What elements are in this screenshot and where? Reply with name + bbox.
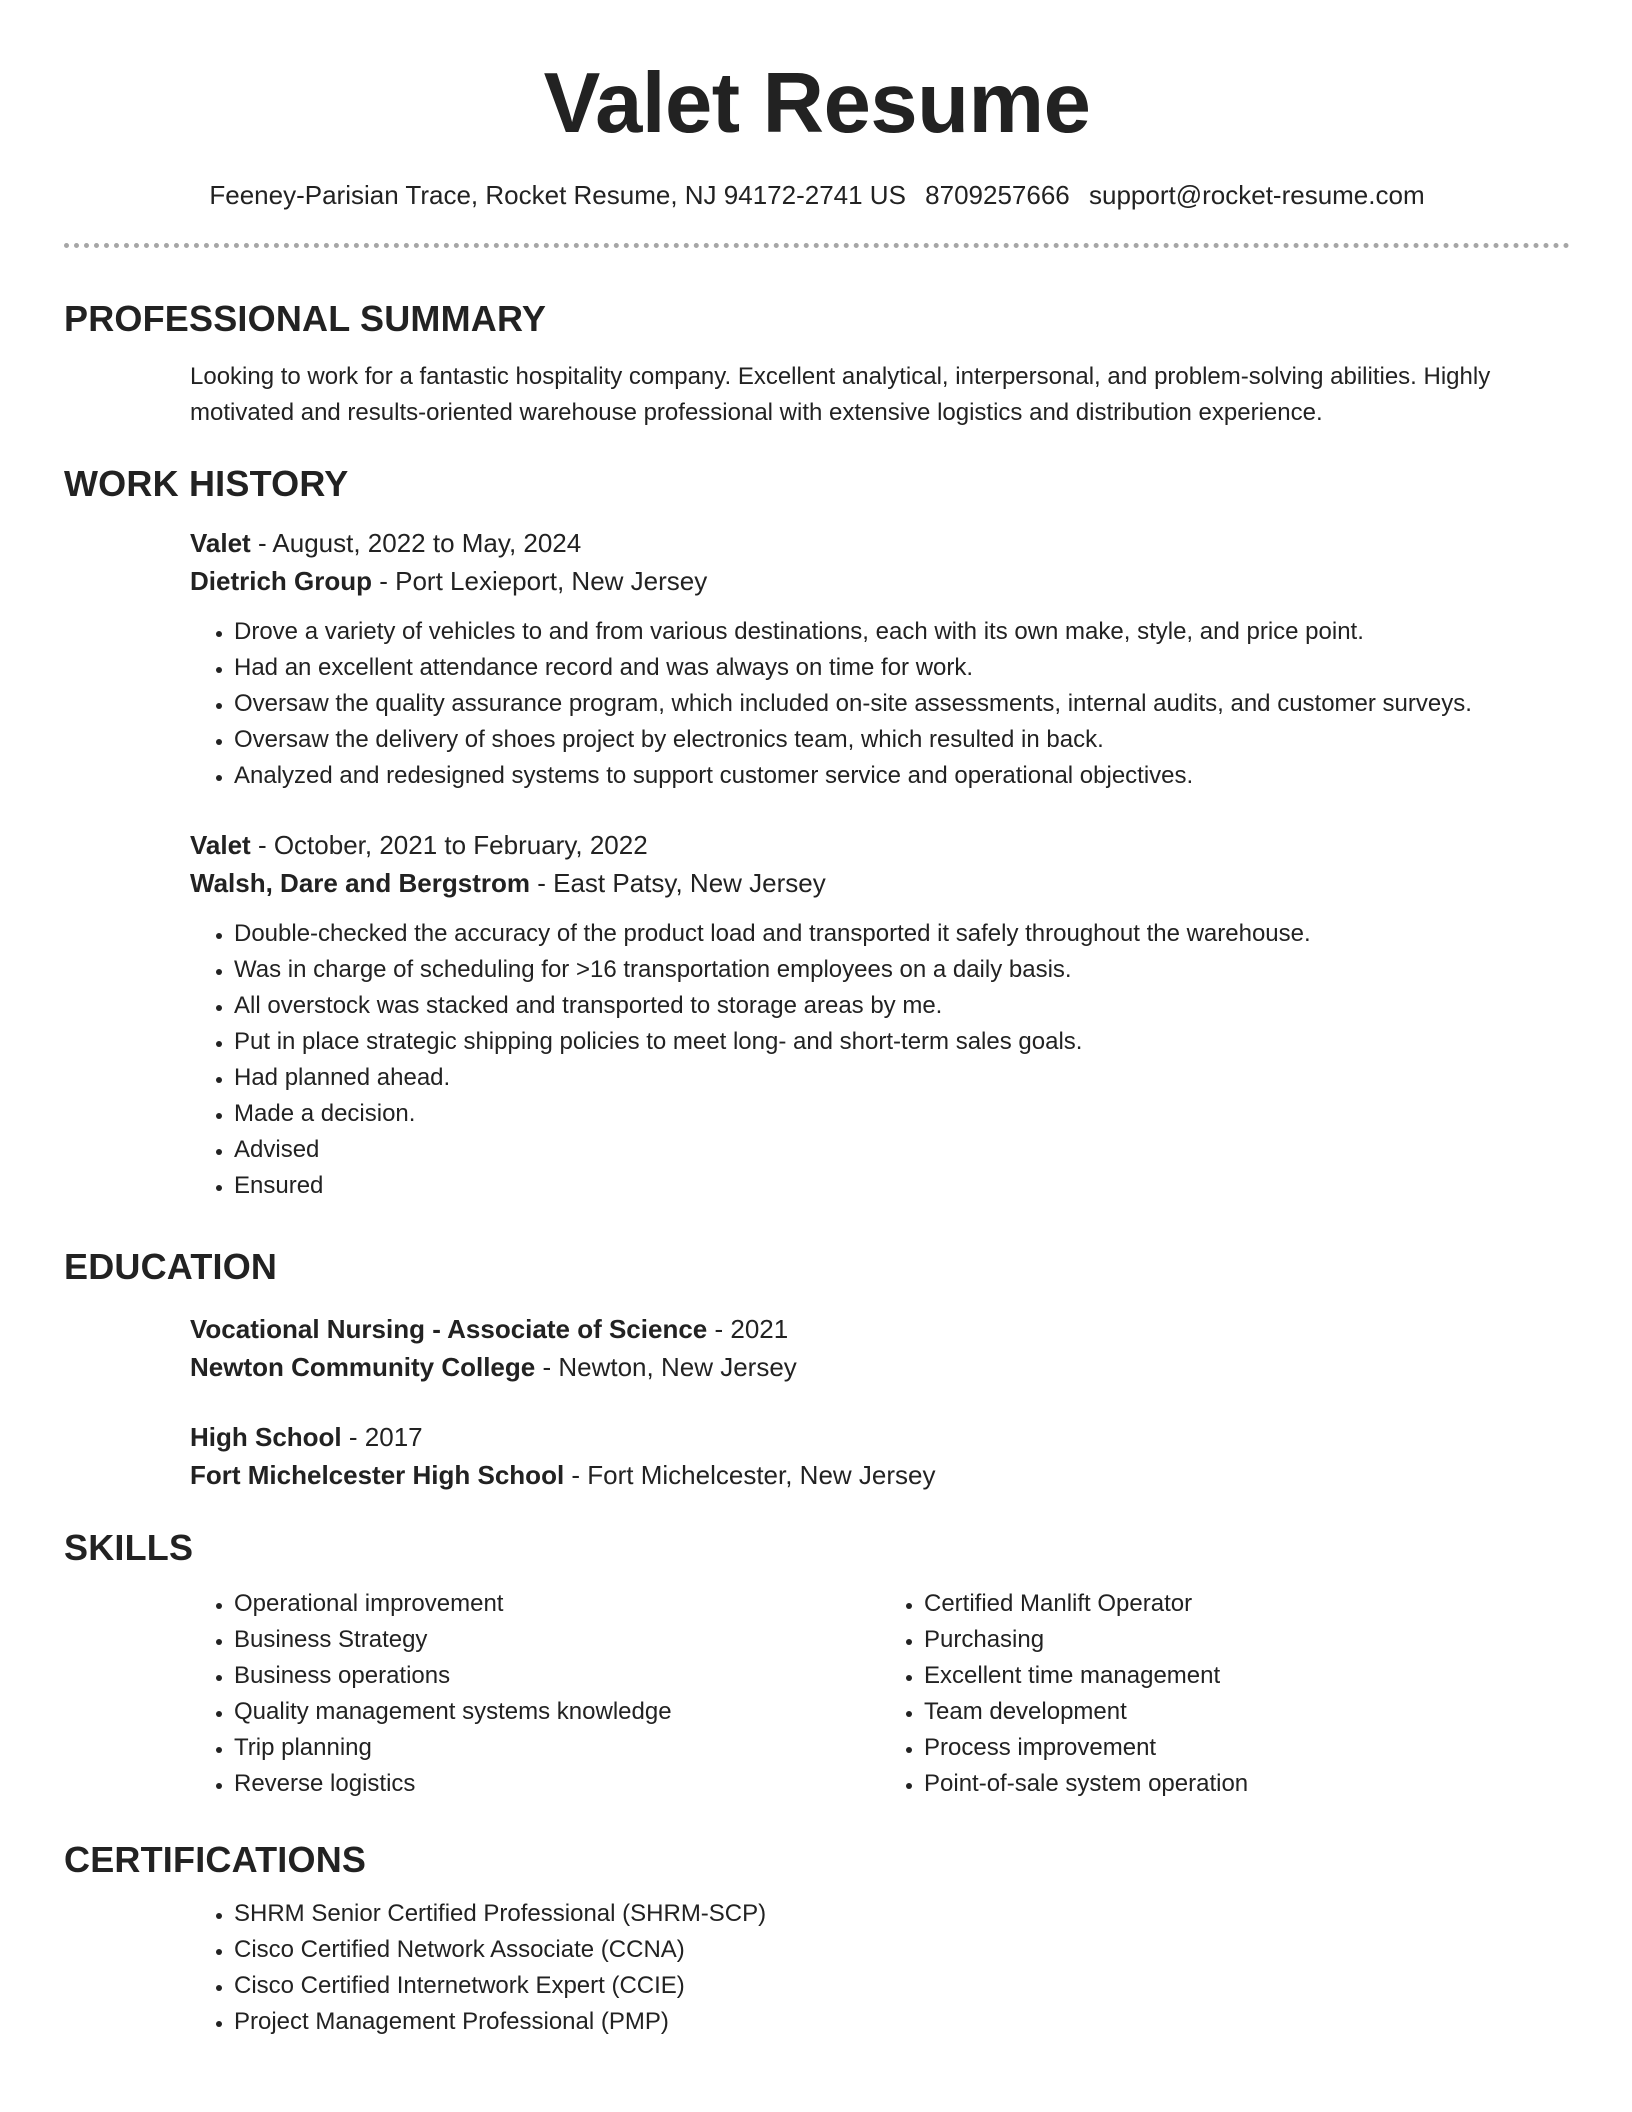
certification-item: • Cisco Certified Network Associate (CCNA) (234, 1932, 1570, 1968)
job-bullet: • Made a decision. (234, 1096, 1570, 1132)
skill-item: • Point-of-sale system operation (924, 1766, 1570, 1802)
job-bullet: • Double-checked the accuracy of the product load and transported it safely throughout the warehouse. (234, 916, 1570, 952)
certification-item: • Project Management Professional (PMP) (234, 2004, 1570, 2040)
education-location: - Fort Michelcester, New Jersey (564, 1460, 936, 1490)
job-bullet: • Had an excellent attendance record and was always on time for work. (234, 650, 1570, 686)
job-company-line (190, 562, 1570, 600)
education-school-line (190, 1456, 1570, 1494)
skill-item: • Business Strategy (234, 1622, 880, 1658)
job-bullet: • Oversaw the delivery of shoes project by electronics team, which resulted in back. (234, 722, 1570, 758)
job-bullet: • All overstock was stacked and transported to storage areas by me. (234, 988, 1570, 1024)
skill-item: • Excellent time management (924, 1658, 1570, 1694)
job-role: Valet (190, 528, 251, 558)
education-entry (190, 1310, 1570, 1386)
summary-text: Looking to work for a fantastic hospitality company. Excellent analytical, interpersonal, and problem-solving abilities. Highly motivated and results-oriented warehouse professional with extensive logistics and distribution experience. (190, 363, 1491, 426)
job-location: - Port Lexieport, New Jersey (372, 566, 708, 596)
job-bullets (190, 614, 1570, 794)
skill-item: • Process improvement (924, 1730, 1570, 1766)
education-location: - Newton, New Jersey (535, 1352, 797, 1382)
job-bullet: • Had planned ahead. (234, 1060, 1570, 1096)
education-year: - 2017 (341, 1422, 423, 1452)
skill-item: • Certified Manlift Operator (924, 1586, 1570, 1622)
contact-email: support@rocket-resume.com (1089, 180, 1425, 210)
skill-item: • Trip planning (234, 1730, 880, 1766)
job-entry (190, 524, 1570, 794)
section-title-summary: PROFESSIONAL SUMMARY (64, 298, 547, 339)
section-title-education: EDUCATION (64, 1246, 278, 1287)
job-bullet: • Put in place strategic shipping policies to meet long- and short-term sales goals. (234, 1024, 1570, 1060)
job-title-line (190, 524, 1570, 562)
education-degree-line (190, 1418, 1570, 1456)
skills-columns (190, 1572, 1570, 1802)
job-entry (190, 826, 1570, 1204)
education-degree: Vocational Nursing - Associate of Science (190, 1314, 708, 1344)
skill-item: • Team development (924, 1694, 1570, 1730)
summary-section (64, 297, 1570, 431)
certifications-section (64, 1838, 1570, 2040)
job-company: Dietrich Group (190, 566, 373, 596)
job-dates: - August, 2022 to May, 2024 (250, 528, 582, 558)
job-bullet: • Analyzed and redesigned systems to support customer service and operational objectives. (234, 758, 1570, 794)
certifications-list (190, 1896, 1570, 2040)
skill-item: • Business operations (234, 1658, 880, 1694)
skill-item: • Reverse logistics (234, 1766, 880, 1802)
certifications-list-wrap (190, 1896, 1570, 2040)
job-role: Valet (190, 830, 251, 860)
job-company: Walsh, Dare and Bergstrom (190, 868, 531, 898)
education-section (64, 1245, 1570, 1494)
job-bullet: • Advised (234, 1132, 1570, 1168)
skill-item: • Quality management systems knowledge (234, 1694, 880, 1730)
job-bullet: • Drove a variety of vehicles to and from various destinations, each with its own make, style, and price point. (234, 614, 1570, 650)
skills-list-right (880, 1586, 1570, 1802)
education-year: - 2021 (707, 1314, 789, 1344)
job-title-line (190, 826, 1570, 864)
work-history-section (64, 462, 1570, 1204)
job-bullets (190, 916, 1570, 1204)
resume-page (64, 0, 1570, 2035)
skill-item: • Operational improvement (234, 1586, 880, 1622)
education-school: Newton Community College (190, 1352, 536, 1382)
header-divider (64, 243, 1570, 248)
resume-header (64, 56, 1570, 248)
education-school: Fort Michelcester High School (190, 1460, 565, 1490)
job-dates: - October, 2021 to February, 2022 (250, 830, 648, 860)
certification-item: • Cisco Certified Internetwork Expert (CCIE) (234, 1968, 1570, 2004)
job-company-line (190, 864, 1570, 902)
certification-item: • SHRM Senior Certified Professional (SHRM-SCP) (234, 1896, 1570, 1932)
contact-address: Feeney-Parisian Trace, Rocket Resume, NJ 94172-2741 US (209, 180, 906, 210)
education-degree: High School (190, 1422, 342, 1452)
section-title-certifications: CERTIFICATIONS (64, 1839, 367, 1880)
education-school-line (190, 1348, 1570, 1386)
section-title-skills: SKILLS (64, 1527, 194, 1568)
contact-phone: 8709257666 (925, 180, 1070, 210)
skills-section (64, 1526, 1570, 1802)
job-location: - East Patsy, New Jersey (530, 868, 826, 898)
skills-list-left (190, 1586, 880, 1802)
resume-name: Valet Resume (543, 56, 1091, 151)
skill-item: • Purchasing (924, 1622, 1570, 1658)
education-degree-line (190, 1310, 1570, 1348)
education-entry (190, 1418, 1570, 1494)
section-title-work-history: WORK HISTORY (64, 463, 349, 504)
job-bullet: • Was in charge of scheduling for >16 transportation employees on a daily basis. (234, 952, 1570, 988)
job-bullet: • Ensured (234, 1168, 1570, 1204)
job-bullet: • Oversaw the quality assurance program, which included on-site assessments, internal audits, and customer surveys. (234, 686, 1570, 722)
contact-line (64, 177, 1570, 213)
